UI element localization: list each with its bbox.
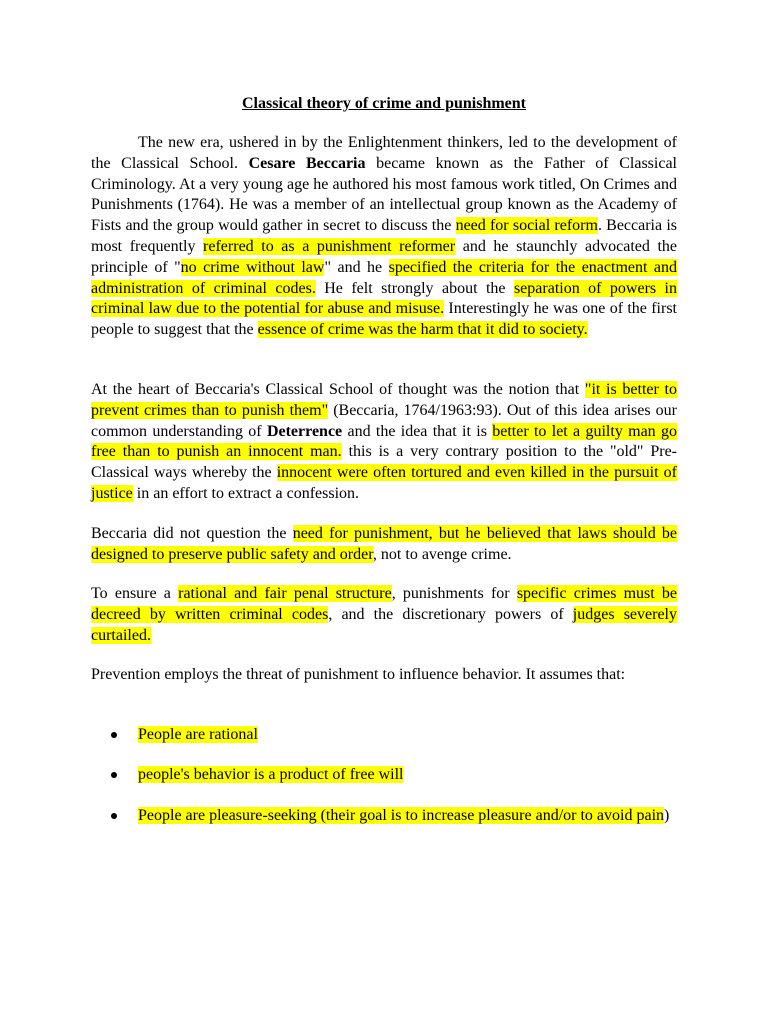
list-item-text [138, 806, 677, 827]
text-run: ) [664, 807, 670, 824]
bullet-dot-icon [111, 732, 117, 738]
text-run: and the idea that it is [342, 422, 493, 440]
text-run: in an effort to extract a confession. [132, 484, 360, 502]
paragraph-deterrence [91, 380, 677, 505]
text-run: , and the discretionary powers of [328, 605, 573, 623]
highlighted-text: no crime without law [180, 258, 325, 276]
highlighted-text: specified the criteria for the enactment and administration of criminal codes. [91, 258, 678, 297]
text-run: " and he [324, 258, 389, 276]
text-run: Prevention employs the threat of punishment to influence behavior. It assumes that: [91, 666, 626, 683]
highlighted-text: People are pleasure-seeking (their goal is to increase pleasure and/or to avoid pain [138, 807, 665, 824]
text-run: The new era, ushered in by the Enlightenment thinkers, led to the development of the Classical School. [91, 134, 677, 172]
list-item-text [138, 725, 677, 746]
highlighted-text: innocent were often tortured and even killed in the pursuit of justice [91, 464, 678, 502]
bullet-dot-icon [111, 772, 117, 778]
paragraph-penal-structure [91, 584, 677, 646]
text-run: (Beccaria, 1764/1963:93). Out of this idea arises our common understanding of [91, 401, 678, 440]
paragraph-need-for-punishment [91, 524, 677, 566]
list-item-text [138, 765, 677, 786]
document-title: Classical theory of crime and punishment [242, 95, 526, 112]
text-run: He felt strongly about the [315, 279, 514, 297]
bold-term-deterrence: Deterrence [266, 422, 343, 440]
paragraph-prevention [91, 665, 677, 686]
highlighted-text: specific crimes must be decreed by written criminal codes [91, 585, 678, 623]
text-run: became known as the Father of Classical Criminology. At a very young age he authored his most famous work titled, On Crimes and Punishments (1764). He was a member of an intellectual group known as the Academy of Fists and the group would gather in secret to discuss the [91, 154, 678, 235]
highlighted-text: People are rational [138, 726, 258, 743]
highlighted-text: need for social reform [455, 217, 598, 235]
text-run: this is a very contrary position to the "old" Pre-Classical ways whereby the [91, 443, 678, 482]
text-run: . Beccaria is most frequently [91, 217, 677, 255]
highlighted-quote: "it is better to prevent crimes than to punish them" [91, 381, 677, 419]
text-run: , not to avenge crime. [372, 545, 512, 563]
text-run: At the heart of Beccaria's Classical School of thought was the notion that [91, 381, 585, 398]
highlighted-text: better to let a guilty man go free than to punish an innocent man. [91, 422, 677, 461]
highlighted-text: referred to as a punishment reformer [203, 237, 456, 255]
text-run: Interestingly he was one of the first people to suggest that the [91, 300, 677, 339]
text-run: Beccaria did not question the [91, 525, 293, 542]
bullet-dot-icon [111, 813, 117, 819]
text-run: To ensure a [91, 585, 179, 602]
highlighted-text: need for punishment, but he believed that laws should be designed to preserve public safety and order [91, 525, 678, 563]
highlighted-text: separation of powers in criminal law due to the potential for abuse and misuse. [91, 279, 677, 318]
highlighted-text: judges severely curtailed. [91, 605, 678, 644]
highlighted-text: essence of crime was the harm that it did to society. [257, 321, 588, 339]
text-run: , punishments for [391, 585, 517, 602]
highlighted-text: people's behavior is a product of free will [138, 766, 404, 783]
text-run: and he staunchly advocated the principle of " [91, 237, 677, 276]
bold-name-beccaria: Cesare Beccaria [248, 154, 366, 172]
highlighted-text: rational and fair penal structure [178, 585, 392, 602]
paragraph-beccaria-intro [91, 133, 677, 341]
